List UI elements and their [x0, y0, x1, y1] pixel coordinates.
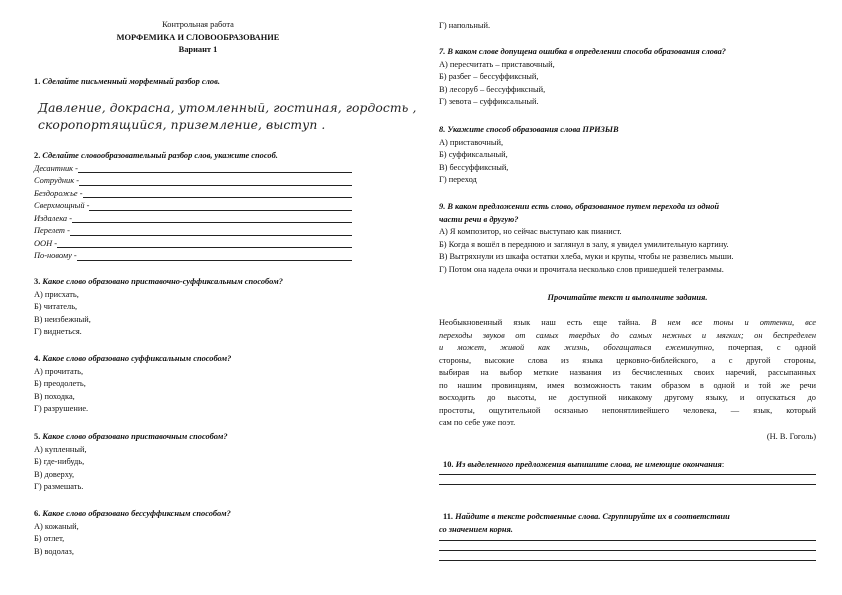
passage-line: стороны, высокие слова из языка церковно-библейского, а с другой стороны, [439, 355, 816, 365]
question-number: 11. [443, 512, 454, 521]
question-4 [34, 353, 364, 416]
option-d[interactable]: Г) зевота – суффиксальный. [439, 97, 539, 106]
word-label: Сверхмощный - [34, 201, 90, 210]
handwritten-line-2: скоропортящийся, приземление, выступ . [38, 118, 326, 132]
word-label: Издалека - [34, 213, 72, 223]
answer-line[interactable] [57, 240, 352, 248]
answer-line[interactable] [439, 560, 816, 561]
answer-line[interactable] [439, 550, 816, 551]
answer-line[interactable] [439, 540, 816, 541]
question-text: Какое слово образовано суффиксальным способом? [42, 354, 232, 363]
option-b[interactable]: Б) отлет, [34, 534, 65, 543]
option-c[interactable]: В) бессуффиксный, [439, 162, 509, 172]
question-text: Какое слово образовано приставочно-суффиксальным способом? [42, 277, 283, 286]
question-text-line-2: со значением корня. [439, 524, 513, 534]
worksheet-subtitle: МОРФЕМИКА И СЛОВООБРАЗОВАНИЕ [116, 32, 280, 42]
question-11 [439, 511, 816, 561]
q6-option-d[interactable]: Г) напольный. [439, 21, 491, 30]
question-text: Какое слово образовано бессуффиксным способом? [42, 509, 231, 518]
analysis-row[interactable] [34, 238, 352, 251]
question-6 [34, 508, 364, 558]
option-c[interactable]: В) неизбежный, [34, 314, 91, 324]
question-number: 6. [34, 509, 41, 518]
question-text: Из выделенного предложения выпишите слова, не имеющие окончания [453, 460, 722, 469]
word-label: Бездорожье - [34, 188, 83, 198]
option-b[interactable]: Б) суффиксальный, [439, 150, 508, 159]
question-5 [34, 431, 364, 494]
word-label: Сотрудник - [34, 176, 80, 185]
question-9 [439, 201, 816, 276]
analysis-row[interactable] [34, 200, 352, 213]
question-text: Какое слово образовано приставочным способом? [42, 432, 228, 441]
question-number: 3. [34, 277, 41, 286]
answer-line[interactable] [77, 253, 352, 261]
variant-label: Вариант 1 [178, 45, 218, 54]
option-a[interactable]: А) пересчитать – приставочный, [439, 59, 555, 69]
option-a[interactable]: А) присхать, [34, 289, 79, 299]
option-b[interactable]: Б) разбег – бессуффиксный, [439, 72, 539, 81]
option-b[interactable]: Б) где-нибудь, [34, 457, 85, 466]
reading-passage [439, 317, 816, 443]
question-text: 8. Укажите способ образования слова ПРИЗЫВ [439, 125, 619, 134]
question-3 [34, 276, 364, 339]
analysis-row[interactable] [34, 225, 352, 238]
answer-line[interactable] [78, 165, 352, 173]
question-number: 2. [34, 151, 41, 160]
answer-line[interactable] [70, 228, 352, 236]
option-c[interactable]: В) доверху, [34, 469, 75, 479]
analysis-row[interactable] [34, 213, 352, 226]
option-d[interactable]: Г) разрушение. [34, 404, 89, 413]
question-1 [34, 76, 362, 89]
question-number: 4. [34, 354, 41, 363]
passage-author: (Н. В. Гоголь) [766, 431, 816, 441]
option-a[interactable]: А) купленный, [34, 444, 87, 454]
passage-line: восходить до высоты, не доступной никакому другому языку, и опускаться до [439, 393, 816, 402]
analysis-row[interactable] [34, 250, 352, 263]
analysis-row[interactable] [34, 163, 352, 176]
option-d[interactable]: Г) виднеться. [34, 327, 82, 336]
question-2 [34, 150, 352, 263]
option-b[interactable]: Б) читатель, [34, 302, 78, 311]
option-d[interactable]: Г) размешать. [34, 482, 84, 491]
word-label: Десантник - [34, 163, 78, 173]
passage-line: сам по себе уже поэт. [439, 418, 516, 427]
passage-line: простоты, ощутительной осязанью непонятливейшего человека, — язык, который [439, 405, 816, 415]
question-text-line-2: части речи в другую? [439, 214, 519, 224]
handwritten-words [38, 100, 417, 134]
answer-line[interactable] [89, 203, 352, 211]
option-a[interactable]: А) Я композитор, но сейчас выступаю как пианист. [439, 227, 622, 236]
question-8 [439, 124, 816, 187]
answer-line[interactable] [83, 190, 353, 198]
word-label: Перелет - [34, 226, 70, 235]
word-label: По-новому - [34, 251, 77, 260]
option-a[interactable]: А) приставочный, [439, 137, 504, 147]
handwritten-line-1: Давление, докрасна, утомленный, гостиная, гордость , [38, 101, 417, 115]
passage-line: Необыкновенный язык наш есть еще тайна. В нем все тоны и оттенки, все [439, 318, 816, 327]
question-text-line-1: Найдите в тексте родственные слова. Сгруппируйте их в соответствии [453, 512, 730, 521]
option-b[interactable]: Б) Когда я вошёл в переднюю и заглянул в залу, я увидел умилительную картину. [439, 239, 729, 249]
question-text: Сделайте письменный морфемный разбор слов. [42, 77, 220, 86]
passage-line: переходы звуков от самых твердых до самых нежных и мягких; он беспределен [439, 330, 816, 340]
answer-line[interactable] [72, 215, 352, 223]
option-c[interactable]: В) водолаз, [34, 546, 74, 556]
answer-line[interactable] [439, 484, 816, 485]
option-a[interactable]: А) прочитать, [34, 366, 84, 376]
option-d[interactable]: Г) Потом она надела очки и прочитала несколько слов пришедшей телеграммы. [439, 264, 724, 274]
passage-line: и может, живой как жизнь, обогащаться ежеминутно, почерпая, с одной [439, 343, 816, 352]
question-number: 5. [34, 432, 41, 441]
worksheet-title: Контрольная работа [162, 20, 234, 29]
option-c[interactable]: В) Вытряхнули из шкафа остатки хлеба, муки и крупы, чтобы не развелись мыши. [439, 252, 734, 261]
option-b[interactable]: Б) преодолеть, [34, 379, 86, 388]
option-a[interactable]: А) кожаный, [34, 521, 79, 531]
option-c[interactable]: В) походка, [34, 391, 75, 401]
question-10: 10. Из выделенного предложения выпишите слова, не имеющие окончания: [439, 459, 816, 485]
option-d[interactable]: Г) переход [439, 175, 477, 184]
analysis-row[interactable] [34, 175, 352, 188]
question-number: 10. [443, 460, 454, 469]
reading-instruction: Прочитайте текст и выполните задания. [547, 293, 708, 302]
question-text-line-1: 9. В каком предложении есть слово, образованное путем перехода из одной [439, 202, 720, 211]
answer-line[interactable] [79, 178, 352, 186]
question-text: Сделайте словообразовательный разбор слов, укажите способ. [42, 151, 278, 160]
option-c[interactable]: В) лесоруб – бессуффиксный, [439, 84, 546, 94]
passage-line: выбирая на выбор меткие названия из бесчисленных своих наречий, рассыпанных [439, 368, 816, 377]
answer-line[interactable] [439, 474, 816, 475]
question-text: 7. В каком слове допущена ошибка в определении способа образования слова? [439, 47, 726, 56]
question-number: 1. [34, 77, 41, 86]
question-7 [439, 46, 816, 109]
word-label: ООН - [34, 238, 58, 248]
analysis-row[interactable] [34, 188, 352, 201]
passage-line: по нашим провинциям, имея возможность таким образом в одной и той же речи [439, 380, 816, 390]
